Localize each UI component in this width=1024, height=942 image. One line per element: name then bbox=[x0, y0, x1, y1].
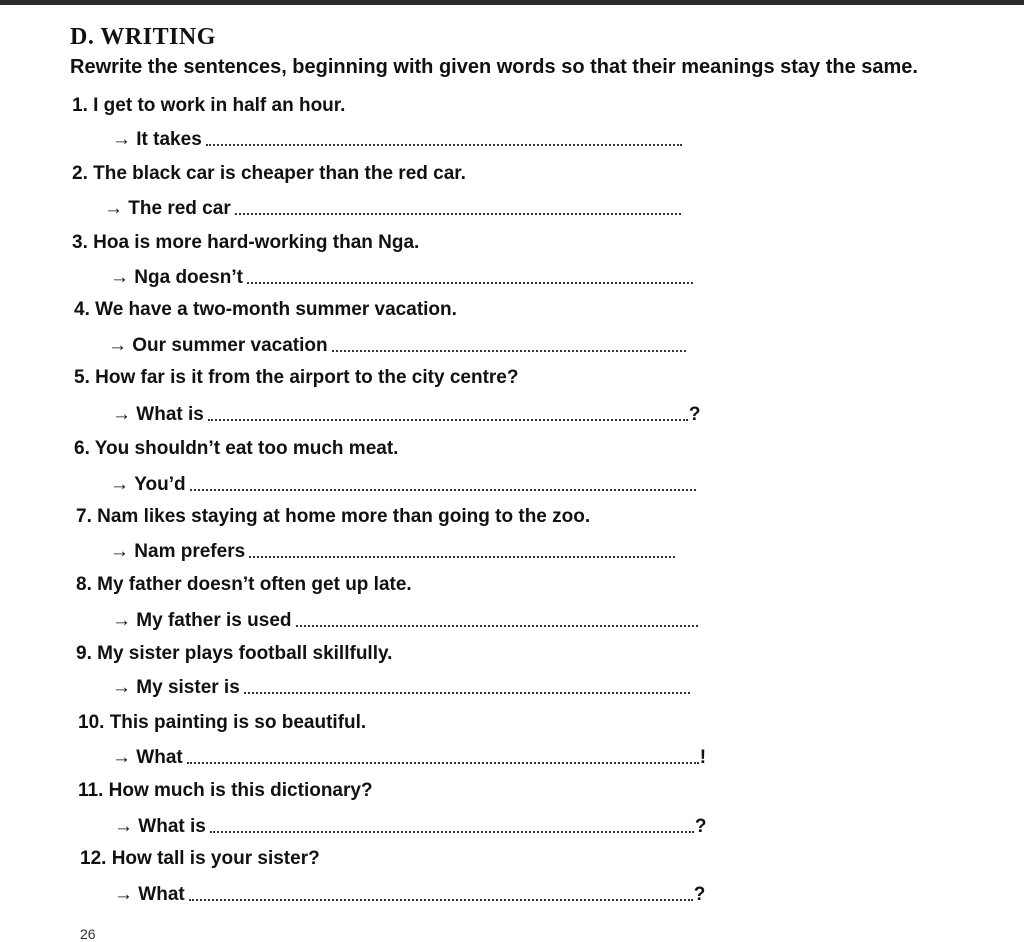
answer-blank[interactable] bbox=[244, 691, 690, 694]
question-9: 9. My sister plays football skillfully. bbox=[76, 643, 393, 664]
answer-end-mark: ? bbox=[688, 404, 701, 425]
answer-end-mark: ! bbox=[699, 747, 707, 768]
answer-blank[interactable] bbox=[332, 349, 686, 352]
answer-blank[interactable] bbox=[208, 418, 688, 421]
answer-blank[interactable] bbox=[296, 624, 698, 627]
question-6: 6. You shouldn’t eat too much meat. bbox=[74, 438, 399, 459]
answer-line-12[interactable] bbox=[114, 884, 705, 906]
answer-blank[interactable] bbox=[247, 281, 693, 284]
answer-start: You’d bbox=[134, 474, 186, 495]
arrow-icon: → bbox=[112, 677, 131, 698]
arrow-icon: → bbox=[108, 335, 127, 356]
answer-blank[interactable] bbox=[206, 143, 682, 146]
question-10: 10. This painting is so beautiful. bbox=[78, 712, 367, 733]
answer-start: What bbox=[136, 747, 183, 768]
answer-start: The red car bbox=[128, 198, 231, 219]
arrow-icon: → bbox=[112, 129, 131, 150]
answer-line-2[interactable] bbox=[104, 198, 682, 220]
answer-start: Our summer vacation bbox=[132, 335, 328, 356]
answer-start: What is bbox=[136, 404, 204, 425]
answer-line-7[interactable] bbox=[110, 541, 676, 563]
arrow-icon: → bbox=[114, 884, 133, 905]
answer-line-3[interactable] bbox=[110, 267, 694, 289]
arrow-icon: → bbox=[110, 474, 129, 495]
answer-blank[interactable] bbox=[210, 830, 694, 833]
question-1: 1. I get to work in half an hour. bbox=[72, 95, 346, 116]
question-8: 8. My father doesn’t often get up late. bbox=[76, 574, 412, 595]
answer-start: My father is used bbox=[136, 610, 292, 631]
arrow-icon: → bbox=[112, 610, 131, 631]
question-7: 7. Nam likes staying at home more than going to the zoo. bbox=[76, 506, 591, 527]
arrow-icon: → bbox=[110, 267, 129, 288]
answer-end-mark: ? bbox=[694, 816, 707, 837]
instruction-text: Rewrite the sentences, beginning with given words so that their meanings stay the same. bbox=[70, 56, 918, 78]
answer-line-1[interactable] bbox=[112, 129, 683, 151]
answer-line-4[interactable] bbox=[108, 335, 687, 357]
question-12: 12. How tall is your sister? bbox=[80, 848, 320, 869]
answer-end-mark: ? bbox=[693, 884, 706, 905]
arrow-icon: → bbox=[114, 816, 133, 837]
arrow-icon: → bbox=[104, 198, 123, 219]
section-title: D. WRITING bbox=[70, 24, 216, 50]
answer-start: It takes bbox=[136, 129, 202, 150]
arrow-icon: → bbox=[112, 747, 131, 768]
answer-start: What bbox=[138, 884, 185, 905]
answer-start: What is bbox=[138, 816, 206, 837]
answer-start: Nga doesn’t bbox=[134, 267, 244, 288]
question-3: 3. Hoa is more hard-working than Nga. bbox=[72, 232, 420, 253]
answer-start: My sister is bbox=[136, 677, 240, 698]
answer-line-6[interactable] bbox=[110, 474, 697, 496]
answer-blank[interactable] bbox=[249, 555, 675, 558]
answer-blank[interactable] bbox=[190, 488, 696, 491]
answer-line-9[interactable] bbox=[112, 677, 691, 699]
answer-line-11[interactable] bbox=[114, 816, 706, 838]
page-number: 26 bbox=[80, 926, 96, 942]
arrow-icon: → bbox=[112, 404, 131, 425]
question-2: 2. The black car is cheaper than the red car. bbox=[72, 163, 466, 184]
answer-blank[interactable] bbox=[189, 898, 693, 901]
question-5: 5. How far is it from the airport to the city centre? bbox=[74, 367, 519, 388]
answer-blank[interactable] bbox=[235, 212, 681, 215]
top-edge-bar bbox=[0, 0, 1024, 5]
answer-start: Nam prefers bbox=[134, 541, 246, 562]
answer-line-8[interactable] bbox=[112, 610, 699, 632]
answer-line-5[interactable] bbox=[112, 404, 700, 426]
arrow-icon: → bbox=[110, 541, 129, 562]
question-4: 4. We have a two-month summer vacation. bbox=[74, 299, 457, 320]
answer-line-10[interactable] bbox=[112, 747, 706, 769]
question-11: 11. How much is this dictionary? bbox=[78, 780, 373, 801]
answer-blank[interactable] bbox=[187, 761, 699, 764]
